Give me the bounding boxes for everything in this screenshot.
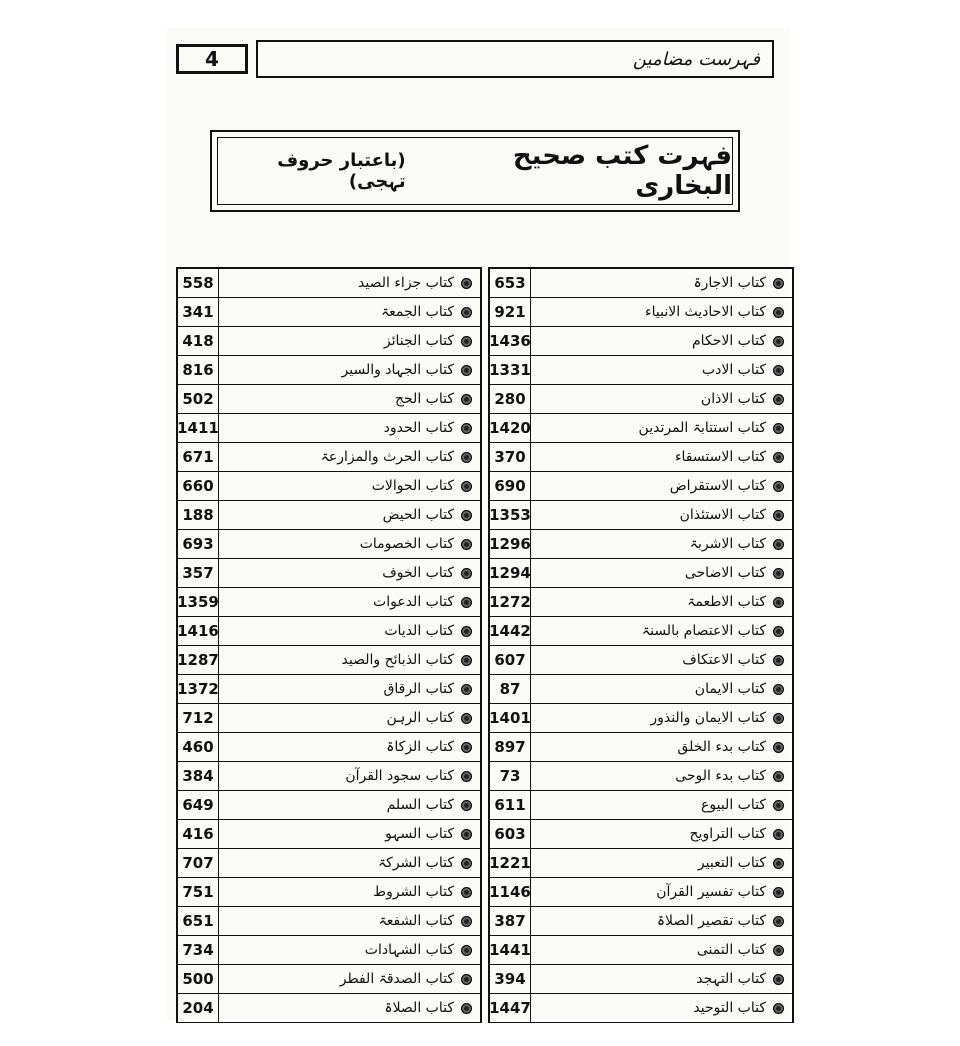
page-ref: 500 [178, 965, 219, 993]
table-row [178, 907, 480, 936]
chapter-title: کتاب الاحادیث الانبیاء [645, 304, 766, 320]
chapter-title: کتاب التعبیر [697, 855, 766, 871]
chapter-entry [531, 936, 792, 964]
page-ref: 558 [178, 269, 219, 297]
chapter-entry [531, 559, 792, 587]
page-ref: 1287 [178, 646, 219, 674]
chapter-title: کتاب سجود القرآن [345, 768, 454, 784]
chapter-entry [219, 501, 480, 529]
page-ref: 607 [490, 646, 531, 674]
bullet-icon [461, 974, 472, 985]
table-row [178, 385, 480, 414]
table-row [178, 530, 480, 559]
chapter-title: کتاب الحوالات [371, 478, 454, 494]
bullet-icon [773, 655, 784, 666]
chapter-entry [219, 791, 480, 819]
bullet-icon [461, 510, 472, 521]
page-ref: 370 [490, 443, 531, 471]
bullet-icon [461, 945, 472, 956]
chapter-title: کتاب الخوف [382, 565, 454, 581]
bullet-icon [773, 858, 784, 869]
table-row [490, 385, 792, 414]
chapter-title: کتاب الاستئذان [679, 507, 766, 523]
page-ref: 1353 [490, 501, 531, 529]
chapter-title: کتاب الشہادات [364, 942, 454, 958]
chapter-title: کتاب التراویح [689, 826, 766, 842]
bullet-icon [773, 307, 784, 318]
chapter-title: کتاب الایمان [694, 681, 766, 697]
table-row [178, 965, 480, 994]
title-main: فہرت کتب صحیح البخاری [512, 141, 732, 201]
chapter-entry [219, 907, 480, 935]
chapter-title: کتاب الحدود [383, 420, 454, 436]
chapter-title: کتاب الاستسقاء [674, 449, 766, 465]
bullet-icon [461, 278, 472, 289]
bullet-icon [773, 742, 784, 753]
page-ref: 1416 [178, 617, 219, 645]
chapter-title: کتاب جزاء الصید [358, 275, 454, 291]
chapter-entry [219, 820, 480, 848]
bullet-icon [461, 655, 472, 666]
table-row [490, 762, 792, 791]
chapter-entry [531, 472, 792, 500]
page-ref: 1331 [490, 356, 531, 384]
chapter-title: کتاب الذبائح والصید [341, 652, 454, 668]
chapter-entry [531, 269, 792, 297]
page-ref: 671 [178, 443, 219, 471]
bullet-icon [461, 452, 472, 463]
chapter-title: کتاب التمنی [696, 942, 766, 958]
page-ref: 416 [178, 820, 219, 848]
table-row [490, 733, 792, 762]
table-row [178, 588, 480, 617]
page-ref: 603 [490, 820, 531, 848]
table-row [490, 356, 792, 385]
bullet-icon [773, 829, 784, 840]
table-row [178, 994, 480, 1023]
chapter-title: کتاب الاضاحی [684, 565, 766, 581]
table-row [178, 472, 480, 501]
chapter-title: کتاب بدء الوحی [675, 768, 766, 784]
table-row [490, 965, 792, 994]
chapter-title: کتاب الحیض [382, 507, 454, 523]
chapter-entry [219, 269, 480, 297]
bullet-icon [773, 336, 784, 347]
chapter-entry [531, 530, 792, 558]
chapter-entry [219, 878, 480, 906]
table-row [490, 994, 792, 1023]
chapter-title: کتاب الاحکام [692, 333, 766, 349]
bullet-icon [461, 829, 472, 840]
chapter-entry [219, 965, 480, 993]
bullet-icon [461, 771, 472, 782]
table-row [178, 849, 480, 878]
bullet-icon [461, 394, 472, 405]
page-ref: 384 [178, 762, 219, 790]
table-row [178, 327, 480, 356]
table-row [178, 704, 480, 733]
page-ref: 1272 [490, 588, 531, 616]
chapter-title: کتاب الادب [701, 362, 766, 378]
page-ref: 1447 [490, 994, 531, 1022]
chapter-title: کتاب الجنائز [383, 333, 454, 349]
page-ref: 387 [490, 907, 531, 935]
chapter-title: کتاب الاعتکاف [682, 652, 766, 668]
page-ref: 460 [178, 733, 219, 761]
bullet-icon [461, 713, 472, 724]
page-ref: 1359 [178, 588, 219, 616]
chapter-title: کتاب الایمان والنذور [650, 710, 766, 726]
table-row [490, 269, 792, 298]
chapter-title: کتاب الاجارۃ [693, 275, 766, 291]
chapter-entry [531, 588, 792, 616]
table-row [178, 298, 480, 327]
page-ref: 734 [178, 936, 219, 964]
chapter-entry [219, 588, 480, 616]
bullet-icon [461, 336, 472, 347]
chapter-title: کتاب الحج [394, 391, 454, 407]
page-ref: 816 [178, 356, 219, 384]
page-ref: 690 [490, 472, 531, 500]
table-row [490, 704, 792, 733]
page-ref: 1146 [490, 878, 531, 906]
page-ref: 1411 [178, 414, 219, 442]
bullet-icon [773, 539, 784, 550]
index-table-right [488, 267, 794, 1023]
bullet-icon [461, 481, 472, 492]
bullet-icon [461, 597, 472, 608]
chapter-title: کتاب الجہاد والسیر [341, 362, 454, 378]
table-row [490, 936, 792, 965]
table-row [178, 936, 480, 965]
page-ref: 660 [178, 472, 219, 500]
chapter-entry [531, 820, 792, 848]
page-ref: 1442 [490, 617, 531, 645]
chapter-entry [219, 472, 480, 500]
table-row [178, 617, 480, 646]
chapter-title: کتاب الصدقۃ الفطر [339, 971, 454, 987]
table-row [490, 791, 792, 820]
page-ref: 1441 [490, 936, 531, 964]
page-number: 4 [176, 44, 248, 74]
chapter-entry [531, 907, 792, 935]
chapter-entry [531, 675, 792, 703]
chapter-entry [531, 791, 792, 819]
chapter-title: کتاب تفسیر القرآن [656, 884, 766, 900]
index-table-left [176, 267, 482, 1023]
page-ref: 280 [490, 385, 531, 413]
table-row [490, 472, 792, 501]
chapter-entry [219, 559, 480, 587]
bullet-icon [773, 771, 784, 782]
page-ref: 707 [178, 849, 219, 877]
bullet-icon [461, 684, 472, 695]
page-ref: 649 [178, 791, 219, 819]
page-ref: 502 [178, 385, 219, 413]
chapter-entry [531, 965, 792, 993]
page-ref: 693 [178, 530, 219, 558]
table-row [490, 617, 792, 646]
table-row [178, 501, 480, 530]
chapter-title: کتاب استتابۃ المرتدین [638, 420, 766, 436]
page-ref: 751 [178, 878, 219, 906]
page-ref: 1372 [178, 675, 219, 703]
table-row [178, 269, 480, 298]
chapter-entry [531, 878, 792, 906]
chapter-entry [219, 385, 480, 413]
table-row [490, 327, 792, 356]
table-row [178, 878, 480, 907]
page-ref: 73 [490, 762, 531, 790]
chapter-title: کتاب الشروط [373, 884, 454, 900]
bullet-icon [773, 887, 784, 898]
chapter-entry [219, 994, 480, 1022]
chapter-entry [219, 298, 480, 326]
chapter-entry [531, 414, 792, 442]
chapter-entry [531, 501, 792, 529]
page-ref: 712 [178, 704, 219, 732]
chapter-entry [219, 733, 480, 761]
chapter-title: کتاب السہو [385, 826, 454, 842]
page-ref: 897 [490, 733, 531, 761]
bullet-icon [773, 800, 784, 811]
table-row [490, 588, 792, 617]
table-row [490, 675, 792, 704]
table-row [490, 443, 792, 472]
bullet-icon [773, 1003, 784, 1014]
bullet-icon [461, 365, 472, 376]
chapter-entry [219, 530, 480, 558]
page-ref: 1436 [490, 327, 531, 355]
table-row [490, 849, 792, 878]
chapter-entry [531, 849, 792, 877]
title-inner [217, 137, 733, 205]
chapter-title: کتاب الاذان [700, 391, 766, 407]
table-row [490, 530, 792, 559]
chapter-entry [531, 356, 792, 384]
bullet-icon [461, 858, 472, 869]
table-row [178, 733, 480, 762]
bullet-icon [773, 481, 784, 492]
chapter-entry [531, 327, 792, 355]
chapter-entry [219, 849, 480, 877]
chapter-title: کتاب الجمعۃ [380, 304, 454, 320]
chapter-title: کتاب الدعوات [373, 594, 454, 610]
chapter-entry [219, 646, 480, 674]
chapter-entry [219, 704, 480, 732]
running-title: فہرست مضامین [256, 40, 774, 78]
bullet-icon [773, 974, 784, 985]
page-ref: 1294 [490, 559, 531, 587]
chapter-entry [219, 414, 480, 442]
table-row [178, 646, 480, 675]
bullet-icon [461, 800, 472, 811]
chapter-entry [219, 443, 480, 471]
bullet-icon [461, 423, 472, 434]
bullet-icon [461, 742, 472, 753]
bullet-icon [461, 539, 472, 550]
bullet-icon [773, 597, 784, 608]
bullet-icon [773, 394, 784, 405]
chapter-entry [531, 443, 792, 471]
chapter-entry [531, 704, 792, 732]
table-row [178, 443, 480, 472]
chapter-title: کتاب الاطعمۃ [687, 594, 766, 610]
bullet-icon [773, 365, 784, 376]
bullet-icon [773, 945, 784, 956]
chapter-title: کتاب الاستقراض [669, 478, 766, 494]
table-row [178, 820, 480, 849]
chapter-title: کتاب السلم [386, 797, 454, 813]
chapter-title: کتاب الشفعۃ [378, 913, 454, 929]
table-row [178, 414, 480, 443]
bullet-icon [773, 423, 784, 434]
table-row [490, 414, 792, 443]
page-ref: 653 [490, 269, 531, 297]
page-ref: 341 [178, 298, 219, 326]
chapter-entry [219, 762, 480, 790]
bullet-icon [461, 307, 472, 318]
chapter-entry [531, 733, 792, 761]
bullet-icon [773, 568, 784, 579]
table-row [178, 791, 480, 820]
page-ref: 1221 [490, 849, 531, 877]
bullet-icon [773, 510, 784, 521]
chapter-title: کتاب بدء الخلق [677, 739, 766, 755]
page-ref: 1401 [490, 704, 531, 732]
bullet-icon [773, 278, 784, 289]
table-row [178, 356, 480, 385]
bullet-icon [773, 684, 784, 695]
bullet-icon [773, 452, 784, 463]
page-ref: 1420 [490, 414, 531, 442]
chapter-title: کتاب الخصومات [359, 536, 454, 552]
table-row [490, 646, 792, 675]
page-ref: 394 [490, 965, 531, 993]
table-row [178, 762, 480, 791]
bullet-icon [773, 916, 784, 927]
chapter-entry [531, 646, 792, 674]
page-ref: 204 [178, 994, 219, 1022]
page-ref: 87 [490, 675, 531, 703]
table-row [490, 878, 792, 907]
page-ref: 1296 [490, 530, 531, 558]
chapter-title: کتاب الرقاق [383, 681, 454, 697]
chapter-entry [219, 356, 480, 384]
chapter-title: کتاب الصلاۃ [384, 1000, 454, 1016]
bullet-icon [461, 626, 472, 637]
chapter-entry [531, 994, 792, 1022]
chapter-title: کتاب تقصیر الصلاۃ [656, 913, 766, 929]
table-row [178, 675, 480, 704]
chapter-title: کتاب الزکاۃ [386, 739, 454, 755]
chapter-title: کتاب الشرکۃ [377, 855, 454, 871]
chapter-entry [531, 385, 792, 413]
bullet-icon [773, 626, 784, 637]
bullet-icon [773, 713, 784, 724]
chapter-title: کتاب التوحید [693, 1000, 766, 1016]
table-row [178, 559, 480, 588]
table-row [490, 820, 792, 849]
page-ref: 418 [178, 327, 219, 355]
chapter-title: کتاب البیوع [701, 797, 766, 813]
chapter-entry [219, 675, 480, 703]
table-row [490, 501, 792, 530]
title-box [210, 130, 740, 212]
page-ref: 188 [178, 501, 219, 529]
title-sub: (باعتبار حروف تہجی) [277, 150, 406, 192]
chapter-title: کتاب الرہن [386, 710, 454, 726]
chapter-title: کتاب الدیات [384, 623, 454, 639]
chapter-entry [219, 617, 480, 645]
chapter-entry [531, 617, 792, 645]
chapter-title: کتاب الاشربۃ [689, 536, 766, 552]
bullet-icon [461, 887, 472, 898]
page-ref: 611 [490, 791, 531, 819]
bullet-icon [461, 568, 472, 579]
table-row [490, 298, 792, 327]
table-row [490, 907, 792, 936]
chapter-title: کتاب الاعتصام بالسنۃ [641, 623, 766, 639]
chapter-entry [531, 762, 792, 790]
page-ref: 357 [178, 559, 219, 587]
chapter-title: کتاب الحرث والمزارعۃ [320, 449, 454, 465]
bullet-icon [461, 1003, 472, 1014]
bullet-icon [461, 916, 472, 927]
chapter-entry [531, 298, 792, 326]
chapter-entry [219, 327, 480, 355]
page-ref: 921 [490, 298, 531, 326]
chapter-entry [219, 936, 480, 964]
page-ref: 651 [178, 907, 219, 935]
table-row [490, 559, 792, 588]
chapter-title: کتاب التہجد [696, 971, 766, 987]
